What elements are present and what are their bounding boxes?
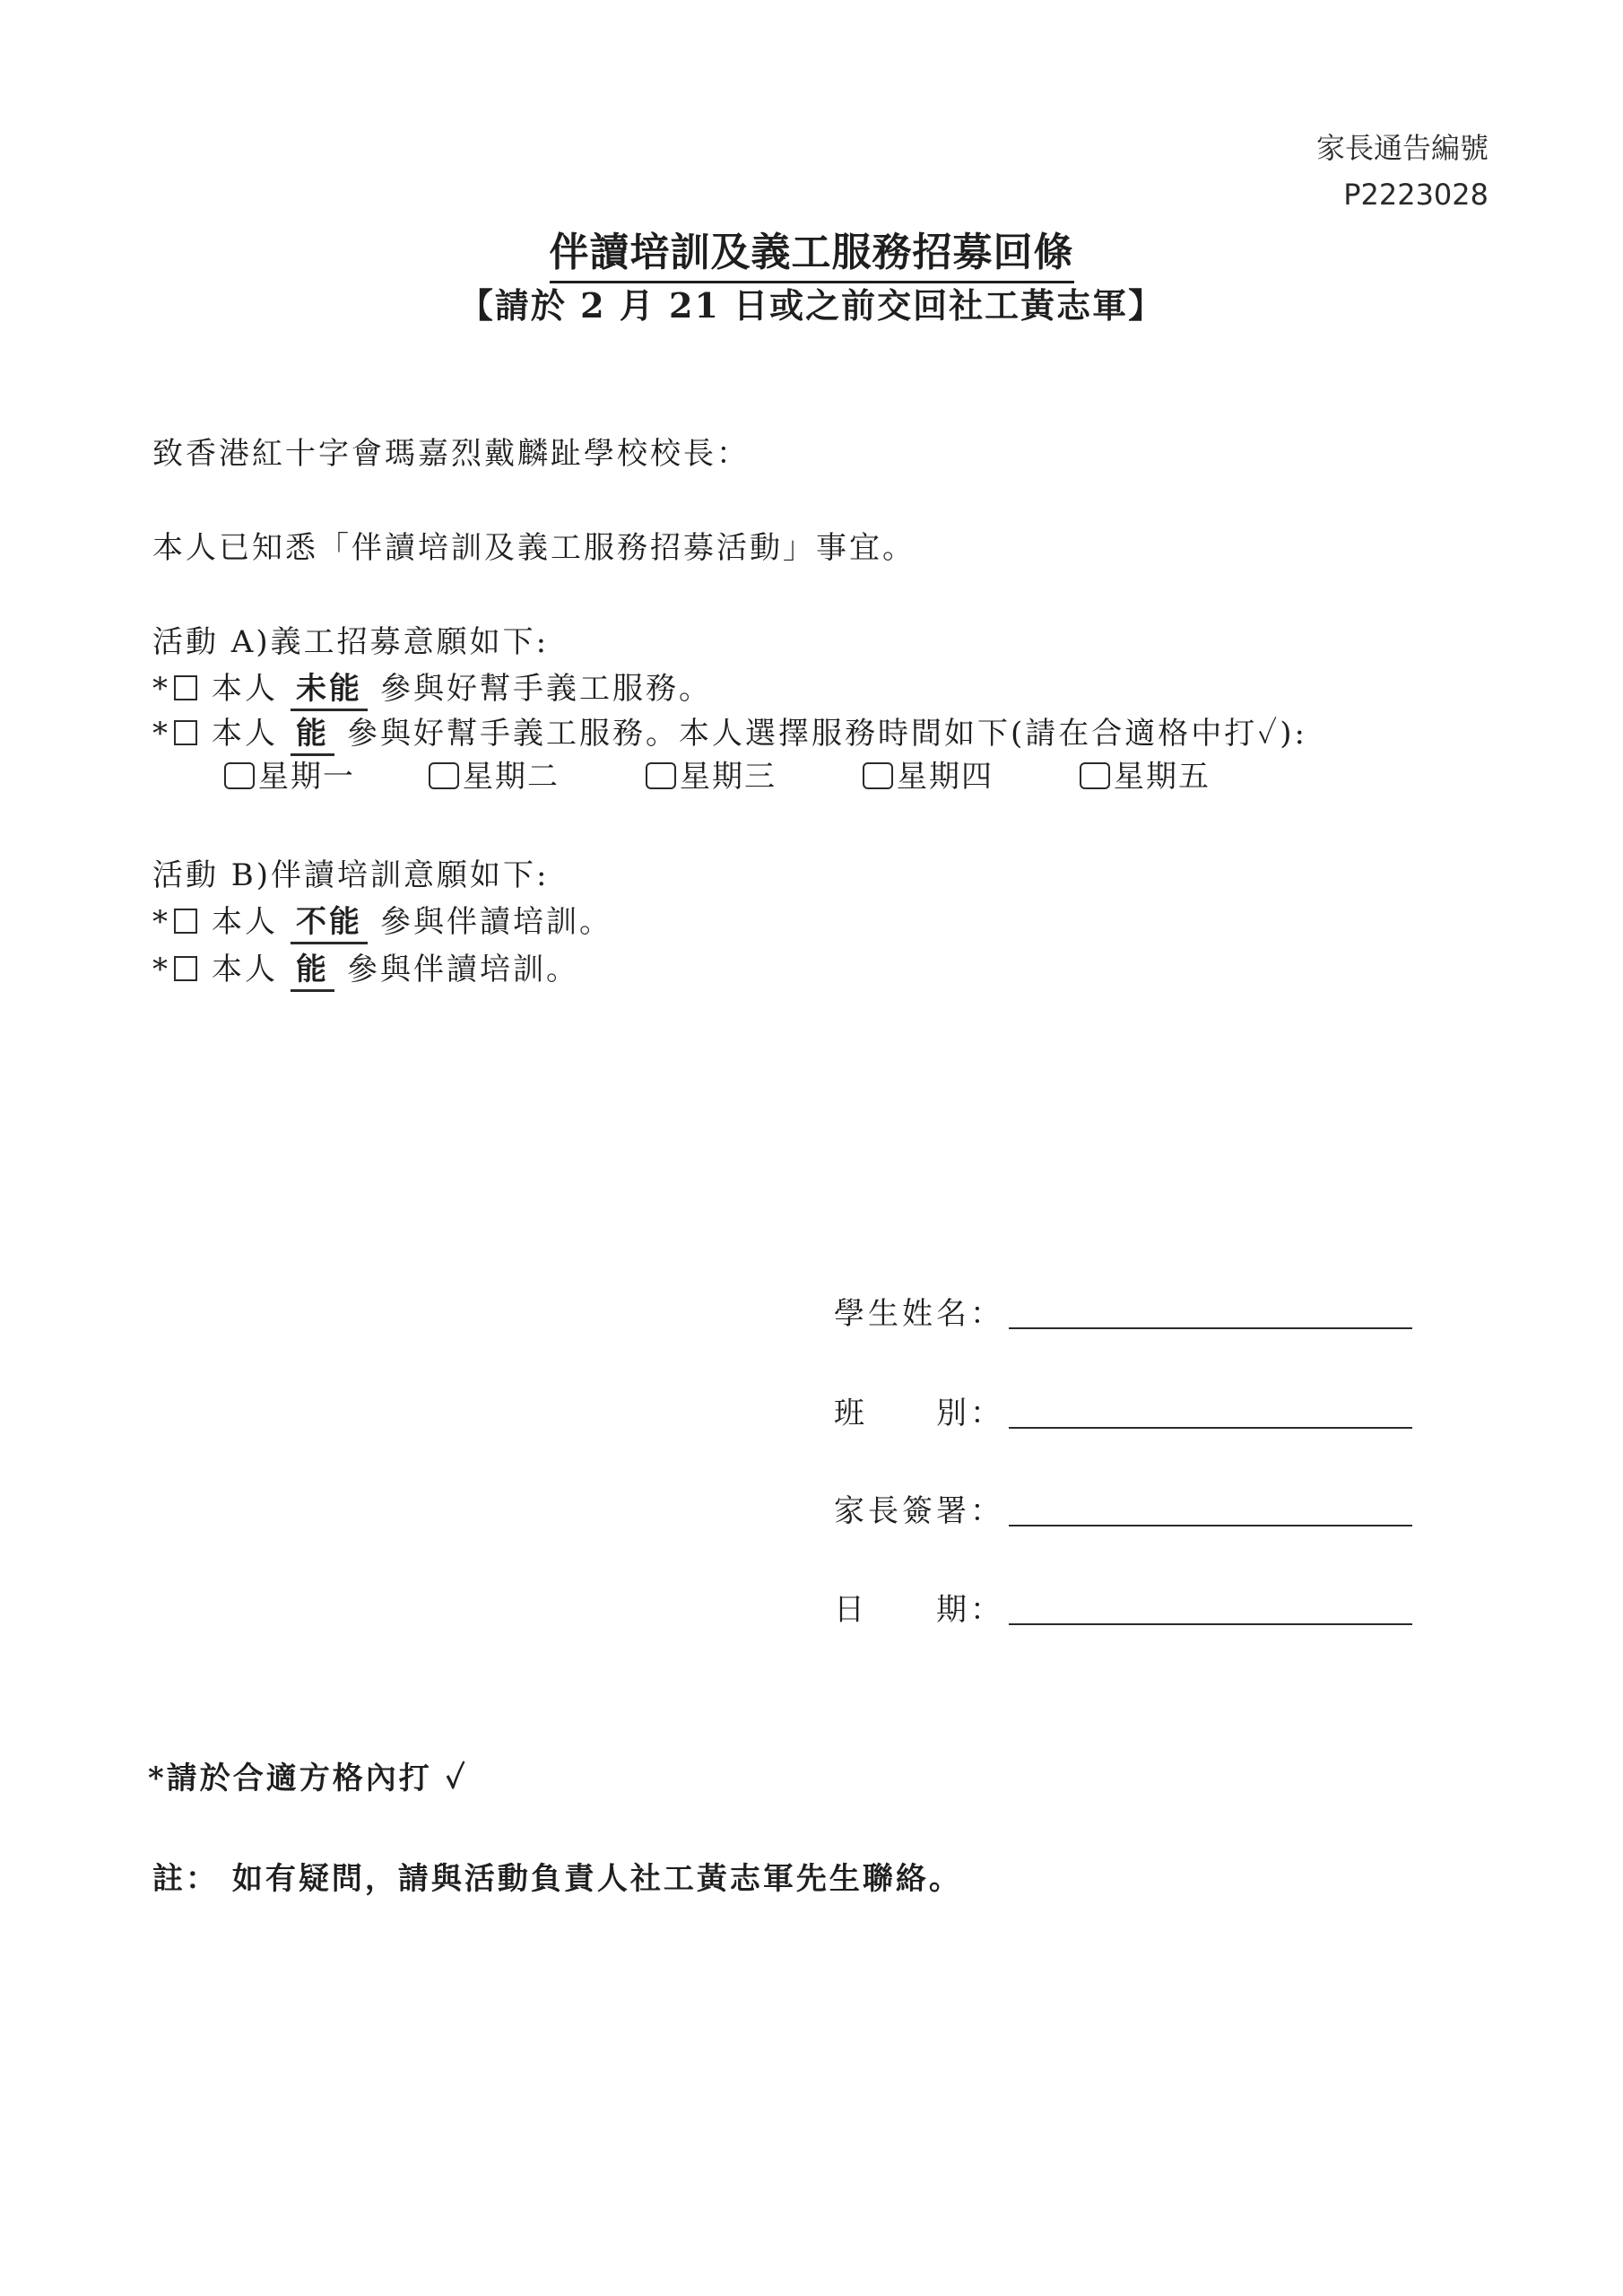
parent-signature-line[interactable] xyxy=(1009,1525,1412,1526)
day-option-monday[interactable] xyxy=(224,752,355,796)
option-suffix: 參與伴讀培訓。 xyxy=(347,952,579,987)
day-option-tuesday[interactable] xyxy=(429,752,560,796)
day-label: 星期一 xyxy=(258,759,355,795)
option-suffix: 參與伴讀培訓。 xyxy=(380,904,612,940)
activity-a-option-decline[interactable] xyxy=(152,664,712,708)
required-asterisk: * xyxy=(152,716,170,752)
contact-note: 註： 如有疑問，請與活動負責人社工黃志軍先生聯絡。 xyxy=(152,1861,962,1897)
option-prefix: 本人 xyxy=(212,671,278,707)
option-suffix: 參與好幫手義工服務。本人選擇服務時間如下(請在合適格中打✓): xyxy=(347,716,1307,752)
option-prefix: 本人 xyxy=(212,952,278,987)
form-title xyxy=(0,220,1623,277)
class-label: 班 別： xyxy=(834,1396,1004,1431)
activity-b-option-decline[interactable] xyxy=(152,897,612,941)
day-label: 星期五 xyxy=(1114,759,1211,795)
form-title-text: 伴讀培訓及義工服務招募回條 xyxy=(550,230,1074,283)
required-asterisk: * xyxy=(152,671,170,707)
day-option-thursday[interactable] xyxy=(863,752,994,796)
required-asterisk: * xyxy=(152,952,170,987)
activity-b-option-accept[interactable] xyxy=(152,944,579,988)
checkbox[interactable] xyxy=(174,720,197,745)
day-option-wednesday[interactable] xyxy=(646,752,777,796)
option-prefix: 本人 xyxy=(212,904,278,940)
activity-b-heading: 活動 B)伴讀培訓意願如下: xyxy=(152,857,550,893)
notice-number: P2223028 xyxy=(1343,178,1488,212)
student-name-label: 學生姓名： xyxy=(834,1296,1004,1332)
day-checkbox[interactable] xyxy=(863,762,893,789)
day-label: 星期二 xyxy=(463,759,560,795)
day-checkbox[interactable] xyxy=(1080,762,1110,789)
day-checkbox[interactable] xyxy=(646,762,676,789)
checkbox[interactable] xyxy=(174,675,197,700)
class-line[interactable] xyxy=(1009,1427,1412,1429)
activity-a-option-accept[interactable] xyxy=(152,709,1307,752)
day-label: 星期三 xyxy=(680,759,777,795)
acknowledgement: 本人已知悉「伴讀培訓及義工服務招募活動」事宜。 xyxy=(152,530,916,566)
day-option-friday[interactable] xyxy=(1080,752,1211,796)
day-checkbox[interactable] xyxy=(429,762,459,789)
day-label: 星期四 xyxy=(897,759,994,795)
addressee: 致香港紅十字會瑪嘉烈戴麟趾學校校長： xyxy=(152,436,750,472)
tick-instruction: *請於合適方格內打 ✓ xyxy=(148,1761,468,1796)
form-subtitle: 【請於 2 月 21 日或之前交回社工黃志軍】 xyxy=(458,285,1165,326)
date-line[interactable] xyxy=(1009,1623,1412,1625)
notice-number-label: 家長通告編號 xyxy=(1315,131,1488,165)
checkbox[interactable] xyxy=(174,909,197,934)
option-prefix: 本人 xyxy=(212,716,278,752)
option-emphasis: 能 xyxy=(291,952,334,992)
student-name-line[interactable] xyxy=(1009,1327,1412,1329)
required-asterisk: * xyxy=(152,904,170,940)
option-suffix: 參與好幫手義工服務。 xyxy=(380,671,712,707)
date-label: 日 期： xyxy=(834,1592,1004,1628)
option-emphasis: 能 xyxy=(291,716,334,756)
option-emphasis: 不能 xyxy=(291,904,368,944)
parent-signature-label: 家長簽署： xyxy=(834,1493,1004,1529)
day-checkbox[interactable] xyxy=(224,762,255,789)
option-emphasis: 未能 xyxy=(291,671,368,711)
checkbox[interactable] xyxy=(174,956,197,981)
activity-a-heading: 活動 A)義工招募意願如下: xyxy=(152,624,550,660)
